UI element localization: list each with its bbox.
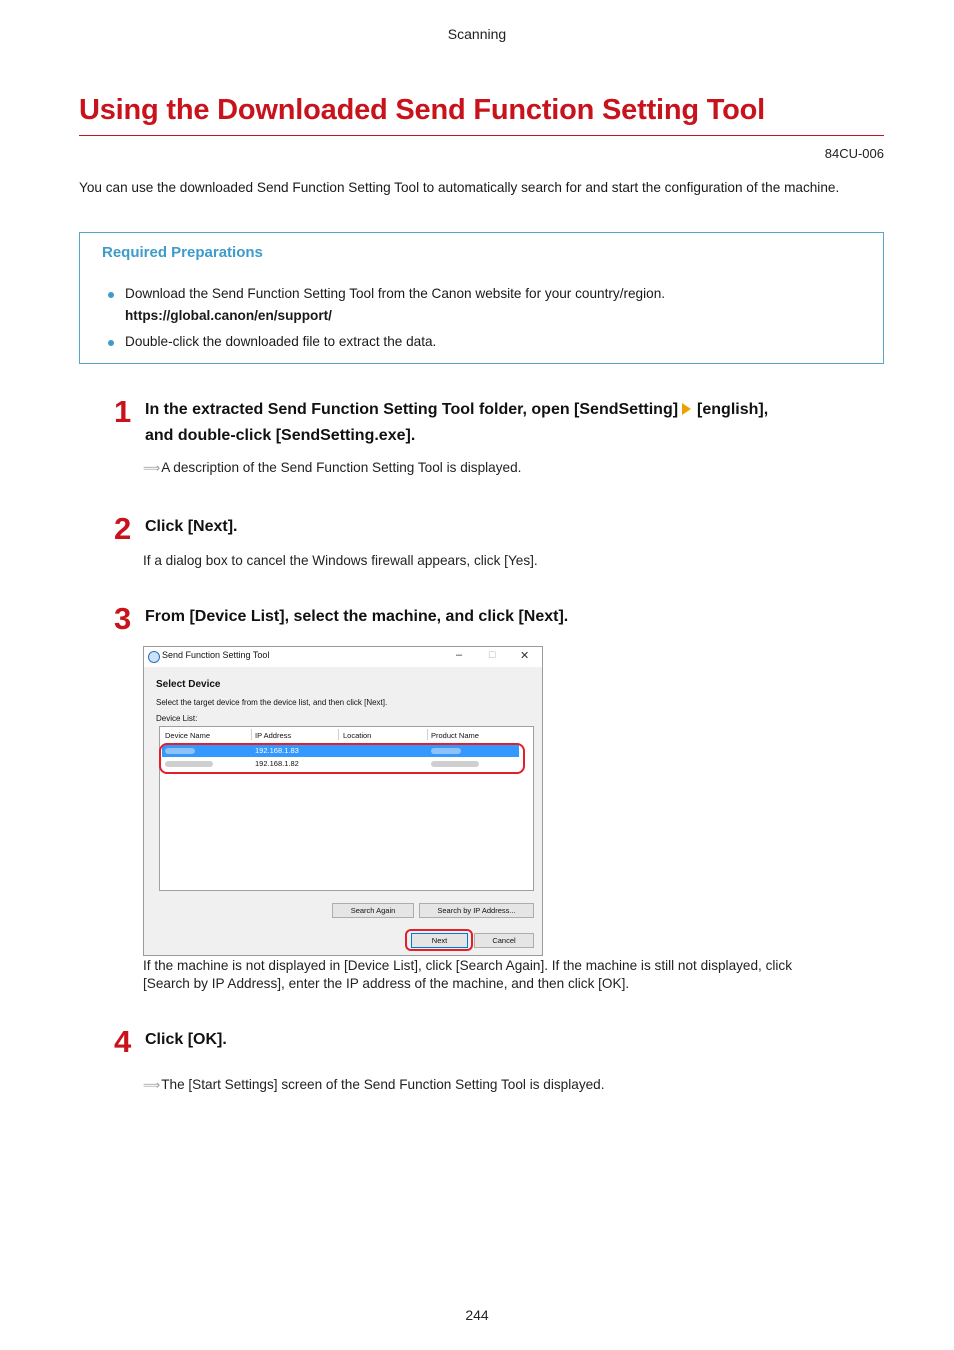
intro-text: You can use the downloaded Send Function Setting Tool to automatically search for and start the configuration of the machine. bbox=[79, 180, 840, 195]
page-number: 244 bbox=[465, 1307, 489, 1323]
close-icon[interactable]: ✕ bbox=[520, 650, 530, 662]
dialog-title: Send Function Setting Tool bbox=[162, 650, 270, 660]
step-heading bbox=[145, 397, 768, 423]
step-number: 4 bbox=[114, 1024, 132, 1059]
cancel-button[interactable]: Cancel bbox=[474, 933, 534, 948]
step-number: 1 bbox=[114, 394, 132, 429]
column-separator bbox=[338, 729, 339, 740]
path-arrow-icon bbox=[682, 403, 691, 415]
column-header-product-name[interactable]: Product Name bbox=[431, 731, 479, 740]
next-highlight-ring bbox=[405, 929, 473, 951]
result-arrow-icon: ⟹ bbox=[143, 461, 159, 475]
canon-support-link[interactable]: https://global.canon/en/support/ bbox=[125, 308, 332, 323]
step-result bbox=[143, 1077, 605, 1092]
ip-address-cell: 192.168.1.82 bbox=[255, 759, 299, 768]
dialog-body bbox=[144, 667, 542, 955]
column-header-device-name[interactable]: Device Name bbox=[165, 731, 211, 740]
step-heading-line2: and double-click [SendSetting.exe]. bbox=[145, 427, 416, 444]
dialog-titlebar bbox=[144, 647, 542, 667]
device-list-label: Device List: bbox=[156, 714, 198, 723]
preparations-title: Required Preparations bbox=[102, 244, 263, 261]
step-heading: Click [OK]. bbox=[145, 1031, 227, 1048]
preparation-item-1: Download the Send Function Setting Tool from the Canon website for your country/region. bbox=[125, 286, 666, 301]
step-result-text: The [Start Settings] screen of the Send Function Setting Tool is displayed. bbox=[161, 1077, 605, 1092]
app-icon bbox=[148, 651, 160, 663]
send-function-dialog bbox=[143, 646, 543, 956]
search-again-button[interactable]: Search Again bbox=[332, 903, 414, 918]
result-arrow-icon: ⟹ bbox=[143, 1078, 159, 1092]
column-separator bbox=[251, 729, 252, 740]
step-body: If a dialog box to cancel the Windows firewall appears, click [Yes]. bbox=[143, 553, 538, 568]
page-title: Using the Downloaded Send Function Setting Tool bbox=[79, 94, 766, 126]
bullet-icon bbox=[108, 292, 114, 298]
dialog-heading: Select Device bbox=[156, 679, 221, 690]
step-heading-part: In the extracted Send Function Setting Tool folder, open [SendSetting] bbox=[145, 401, 679, 418]
minimize-icon[interactable]: – bbox=[456, 649, 463, 661]
step-number: 3 bbox=[114, 601, 132, 636]
step-body-line1: If the machine is not displayed in [Device List], click [Search Again]. If the machine is still not displayed, click bbox=[143, 958, 793, 973]
document-id: 84CU-006 bbox=[824, 146, 884, 161]
ip-address-cell: 192.168.1.83 bbox=[255, 746, 299, 755]
column-header-location[interactable]: Location bbox=[343, 731, 372, 740]
step-heading-part: [english], bbox=[697, 401, 769, 418]
selection-highlight-ring bbox=[159, 743, 525, 774]
dialog-instruction: Select the target device from the device list, and then click [Next]. bbox=[156, 698, 388, 707]
running-header: Scanning bbox=[447, 26, 507, 42]
step-body-line2: [Search by IP Address], enter the IP address of the machine, and then click [OK]. bbox=[143, 976, 630, 991]
step-result-text: A description of the Send Function Setting Tool is displayed. bbox=[161, 460, 522, 475]
column-separator bbox=[427, 729, 428, 740]
title-rule bbox=[79, 135, 884, 136]
bullet-icon bbox=[108, 340, 114, 346]
column-header-ip-address[interactable]: IP Address bbox=[255, 731, 292, 740]
next-button[interactable]: Next bbox=[411, 933, 468, 948]
step-heading: Click [Next]. bbox=[145, 518, 238, 535]
maximize-icon[interactable]: ☐ bbox=[488, 650, 497, 660]
preparation-item-2: Double-click the downloaded file to extract the data. bbox=[125, 334, 437, 349]
required-preparations-box bbox=[79, 232, 884, 364]
step-heading: From [Device List], select the machine, and click [Next]. bbox=[145, 608, 569, 625]
step-result bbox=[143, 460, 521, 475]
search-by-ip-button[interactable]: Search by IP Address... bbox=[419, 903, 534, 918]
step-number: 2 bbox=[114, 511, 132, 546]
